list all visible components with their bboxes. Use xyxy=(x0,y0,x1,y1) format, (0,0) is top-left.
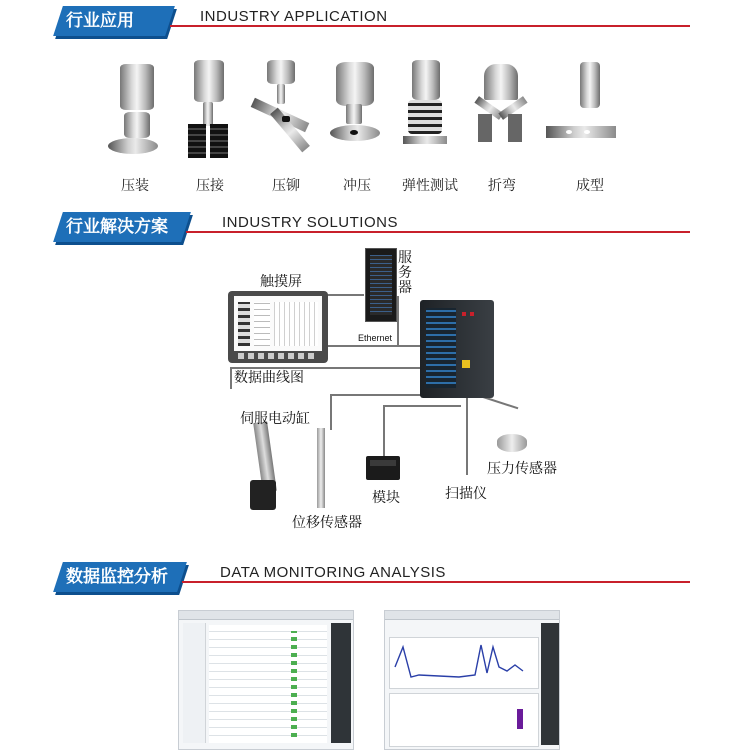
touchscreen-label: 触摸屏 xyxy=(260,274,302,290)
connection-wire xyxy=(230,367,232,389)
section-header-application xyxy=(58,6,690,36)
connection-wire xyxy=(397,296,399,346)
section-divider xyxy=(182,581,690,583)
servo-cylinder-label: 伺服电动缸 xyxy=(240,411,310,427)
section-header-solutions xyxy=(58,212,690,242)
server-rack xyxy=(365,248,397,322)
section-title: INDUSTRY APPLICATION xyxy=(200,8,388,25)
line-chart-thumbnail xyxy=(389,637,537,687)
app-label-crimp: 压接 xyxy=(196,178,224,194)
section-tag: 行业解决方案 xyxy=(53,212,191,242)
connection-wire xyxy=(466,395,468,475)
section-tag: 行业应用 xyxy=(53,6,175,36)
connection-wire xyxy=(383,405,461,407)
module-device xyxy=(366,456,400,480)
bar-thumbnail xyxy=(517,709,523,729)
pressure-sensor-device xyxy=(497,434,527,452)
section-divider xyxy=(170,25,690,27)
app-label-forming: 成型 xyxy=(576,178,604,194)
app-label-rivet: 压铆 xyxy=(272,178,300,194)
servo-motor xyxy=(250,480,276,510)
connection-wire xyxy=(326,294,364,296)
app-label-press-fit: 压装 xyxy=(121,178,149,194)
app-label-bending: 折弯 xyxy=(488,178,516,194)
displacement-sensor-device xyxy=(317,428,325,508)
section-title: INDUSTRY SOLUTIONS xyxy=(222,214,398,231)
connection-wire xyxy=(383,405,385,457)
section-divider xyxy=(186,231,690,233)
monitoring-screenshot-table xyxy=(178,610,354,750)
app-label-spring-test: 弹性测试 xyxy=(402,178,458,194)
scanner-label: 扫描仪 xyxy=(445,486,487,502)
app-label-punch: 冲压 xyxy=(343,178,371,194)
pressure-sensor-label: 压力传感器 xyxy=(487,461,557,477)
connection-wire xyxy=(330,394,332,430)
touchscreen-display xyxy=(234,296,322,351)
server-label: 服 务 器 xyxy=(398,250,412,296)
ethernet-label: Ethernet xyxy=(358,333,393,343)
module-label: 模块 xyxy=(372,490,400,506)
monitoring-screenshot-chart xyxy=(384,610,560,750)
section-tag: 数据监控分析 xyxy=(53,562,187,592)
displacement-sensor-label: 位移传感器 xyxy=(292,515,362,531)
section-title: DATA MONITORING ANALYSIS xyxy=(220,564,446,581)
curve-label: 数据曲线图 xyxy=(234,370,304,386)
servo-controller xyxy=(420,300,494,398)
connection-wire xyxy=(326,345,420,347)
section-header-monitoring xyxy=(58,562,690,592)
touchscreen-device xyxy=(228,291,328,363)
